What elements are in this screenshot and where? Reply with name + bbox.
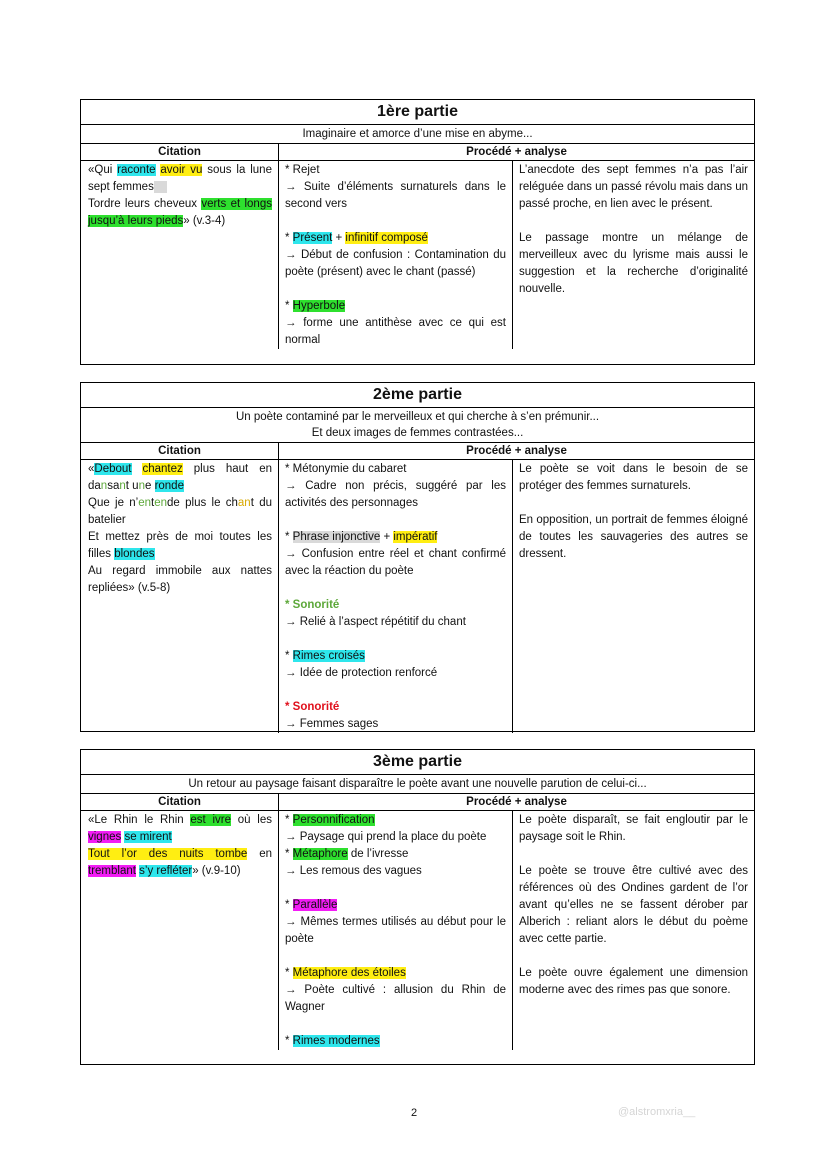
procede-tag: Sonorité	[292, 599, 340, 611]
analyse-paragraph: Le poète se voit dans le besoin de se protéger des femmes surnaturels.	[519, 463, 748, 492]
analyse-paragraph: Le poète ouvre également une dimension moderne avec des rimes pas que sonore.	[519, 967, 748, 996]
analyse-paragraph: Le poète disparaît, se fait engloutir par le paysage soit le Rhin.	[519, 814, 748, 843]
part-subtitle: Un retour au paysage faisant disparaître le poète avant une nouvelle parution de celui-ci...	[81, 775, 754, 794]
procede-item: * Personnification	[285, 814, 375, 826]
procede-arrow: → forme une antithèse avec ce qui est normal	[285, 317, 506, 346]
procede-tag: Rimes croisés	[292, 650, 365, 662]
analysis-header: Procédé + analyse	[466, 796, 567, 808]
column-headers	[81, 794, 754, 811]
procede-arrow: → Les remous des vagues	[285, 865, 422, 877]
analyse-paragraph: Le poète se trouve être cultivé avec des références où des Ondines gardent de l’or avant qu’elles ne se fassent dérober par Alberich : reliant alors le début du poème avec cette partie.	[519, 865, 748, 945]
procede-arrow: → Relié à l’aspect répétitif du chant	[285, 616, 466, 628]
procede-item: * Rimes croisés	[285, 650, 365, 662]
procede-item: * Rejet	[285, 164, 320, 176]
highlight-cyan: blondes	[114, 548, 155, 560]
procede-tag-2: impératif	[393, 531, 438, 543]
procede-cell	[279, 811, 513, 1050]
part-title: 1ère partie	[81, 100, 754, 125]
procede-tag: Sonorité	[292, 701, 340, 713]
analyse-paragraph: L’anecdote des sept femmes n’a pas l’air reléguée dans un passé révolu mais dans un passé proche, en lien avec le présent.	[519, 164, 748, 210]
highlight-cyan: s’y refléter	[139, 865, 193, 877]
highlight-yellow: avoir vu	[160, 164, 203, 176]
citation-verse: Tout l’or des nuits tombe en tremblant s’y refléter» (v.9-10)	[88, 848, 272, 877]
procede-item: * Sonorité	[285, 701, 340, 713]
procede-item: * Présent + infinitif composé	[285, 232, 428, 244]
procede-tag: Phrase injonctive	[292, 531, 381, 543]
procede-tag: Présent	[292, 232, 333, 244]
procede-item: * Rimes modernes	[285, 1035, 380, 1047]
analyse-paragraph: Le passage montre un mélange de merveilleux avec du lyrisme mais aussi le suggestion et la recherche d’originalité nouvelle.	[519, 232, 748, 295]
procede-arrow: → Début de confusion : Contamination du poète (présent) avec le chant (passé)	[285, 249, 507, 278]
analyse-cell	[513, 811, 754, 1050]
procede-arrow: → Paysage qui prend la place du poète	[285, 831, 487, 843]
procede-arrow: → Suite d’éléments surnaturels dans le second vers	[285, 181, 506, 210]
part-1-table	[80, 99, 755, 365]
content-row	[81, 460, 754, 733]
highlight-green: est ivre	[190, 814, 231, 826]
procede-tag: Personnification	[292, 814, 375, 826]
part-title: 3ème partie	[81, 750, 754, 775]
citation-verse: Que je n’entende plus le chant du batelier	[88, 497, 272, 526]
procede-tag: Parallèle	[292, 899, 338, 911]
procede-item: * Sonorité	[285, 599, 340, 611]
procede-arrow: → Cadre non précis, suggéré par les activités des personnages	[285, 480, 506, 509]
procede-cell	[279, 460, 513, 733]
part-subtitle: Imaginaire et amorce d’une mise en abyme...	[81, 125, 754, 144]
highlight-yellow: chantez	[142, 463, 183, 475]
column-headers	[81, 443, 754, 460]
procede-arrow: → Mêmes termes utilisés au début pour le poète	[285, 916, 506, 945]
procede-tag: Métonymie du cabaret	[292, 463, 407, 475]
procede-item: * Métaphore des étoiles	[285, 967, 406, 979]
analyse-paragraph: En opposition, un portrait de femmes éloigné de toutes les sauvageries des autres se dressent.	[519, 514, 748, 560]
procede-item: * Phrase injonctive + impératif	[285, 531, 438, 543]
citation-cell	[81, 460, 279, 733]
citation-verse: «Qui raconte avoir vu sous la lune sept femmes	[88, 164, 272, 193]
procede-tag: Hyperbole	[292, 300, 346, 312]
part-3-table	[80, 749, 755, 1065]
procede-item: * Hyperbole	[285, 300, 346, 312]
content-row	[81, 811, 754, 1050]
analyse-cell	[513, 161, 754, 349]
procede-cell	[279, 161, 513, 349]
procede-item: * Métaphore de l’ivresse	[285, 848, 409, 860]
citation-cell	[81, 811, 279, 1050]
highlight-cyan: ronde	[154, 480, 184, 492]
procede-arrow: → Poète cultivé : allusion du Rhin de Wagner	[285, 984, 506, 1013]
citation-verse: «Le Rhin le Rhin est ivre où les vignes se mirent	[88, 814, 272, 843]
procede-tag-2: infinitif composé	[345, 232, 428, 244]
citation-header: Citation	[81, 794, 279, 810]
procede-item: * Métonymie du cabaret	[285, 463, 407, 475]
part-title: 2ème partie	[81, 383, 754, 408]
citation-verse: Et mettez près de moi toutes les filles blondes	[88, 531, 272, 560]
procede-arrow: → Idée de protection renforcé	[285, 667, 438, 679]
watermark: @alstromxria__	[618, 1106, 696, 1118]
citation-header: Citation	[81, 443, 279, 459]
part-subtitle: Un poète contaminé par le merveilleux et qui cherche à s’en prémunir... Et deux images de femmes contrastées...	[81, 408, 754, 443]
citation-verse: Tordre leurs cheveux verts et longs jusqu’à leurs pieds» (v.3-4)	[88, 198, 272, 227]
highlight-cyan: raconte	[117, 164, 156, 176]
citation-header: Citation	[81, 144, 279, 160]
highlight-magenta: vignes	[88, 831, 122, 843]
analyse-cell	[513, 460, 754, 733]
column-headers	[81, 144, 754, 161]
citation-cell	[81, 161, 279, 349]
procede-tag: Métaphore des étoiles	[292, 967, 406, 979]
procede-tag: Rimes modernes	[292, 1035, 380, 1047]
highlight-cyan: se mirent	[124, 831, 172, 843]
procede-arrow: → Femmes sages	[285, 718, 379, 730]
procede-tag: Rejet	[292, 164, 320, 176]
part-2-table	[80, 382, 755, 732]
analysis-header: Procédé + analyse	[466, 445, 567, 457]
procede-arrow: → Confusion entre réel et chant confirmé avec la réaction du poète	[285, 548, 507, 577]
highlight-green: verts et longs jusqu’à leurs pieds	[88, 198, 272, 227]
procede-tag: Métaphore	[292, 848, 348, 860]
analysis-header: Procédé + analyse	[466, 146, 567, 158]
citation-verse: «Debout chantez plus haut en dansant une ronde	[88, 463, 272, 492]
procede-item: * Parallèle	[285, 899, 338, 911]
highlight-magenta: tremblant	[88, 865, 136, 877]
citation-verse: Au regard immobile aux nattes repliées» (v.5-8)	[88, 565, 272, 594]
page-number: 2	[410, 1107, 418, 1119]
content-row	[81, 161, 754, 349]
highlight-yellow: Tout l’or des nuits tombe	[88, 848, 248, 860]
